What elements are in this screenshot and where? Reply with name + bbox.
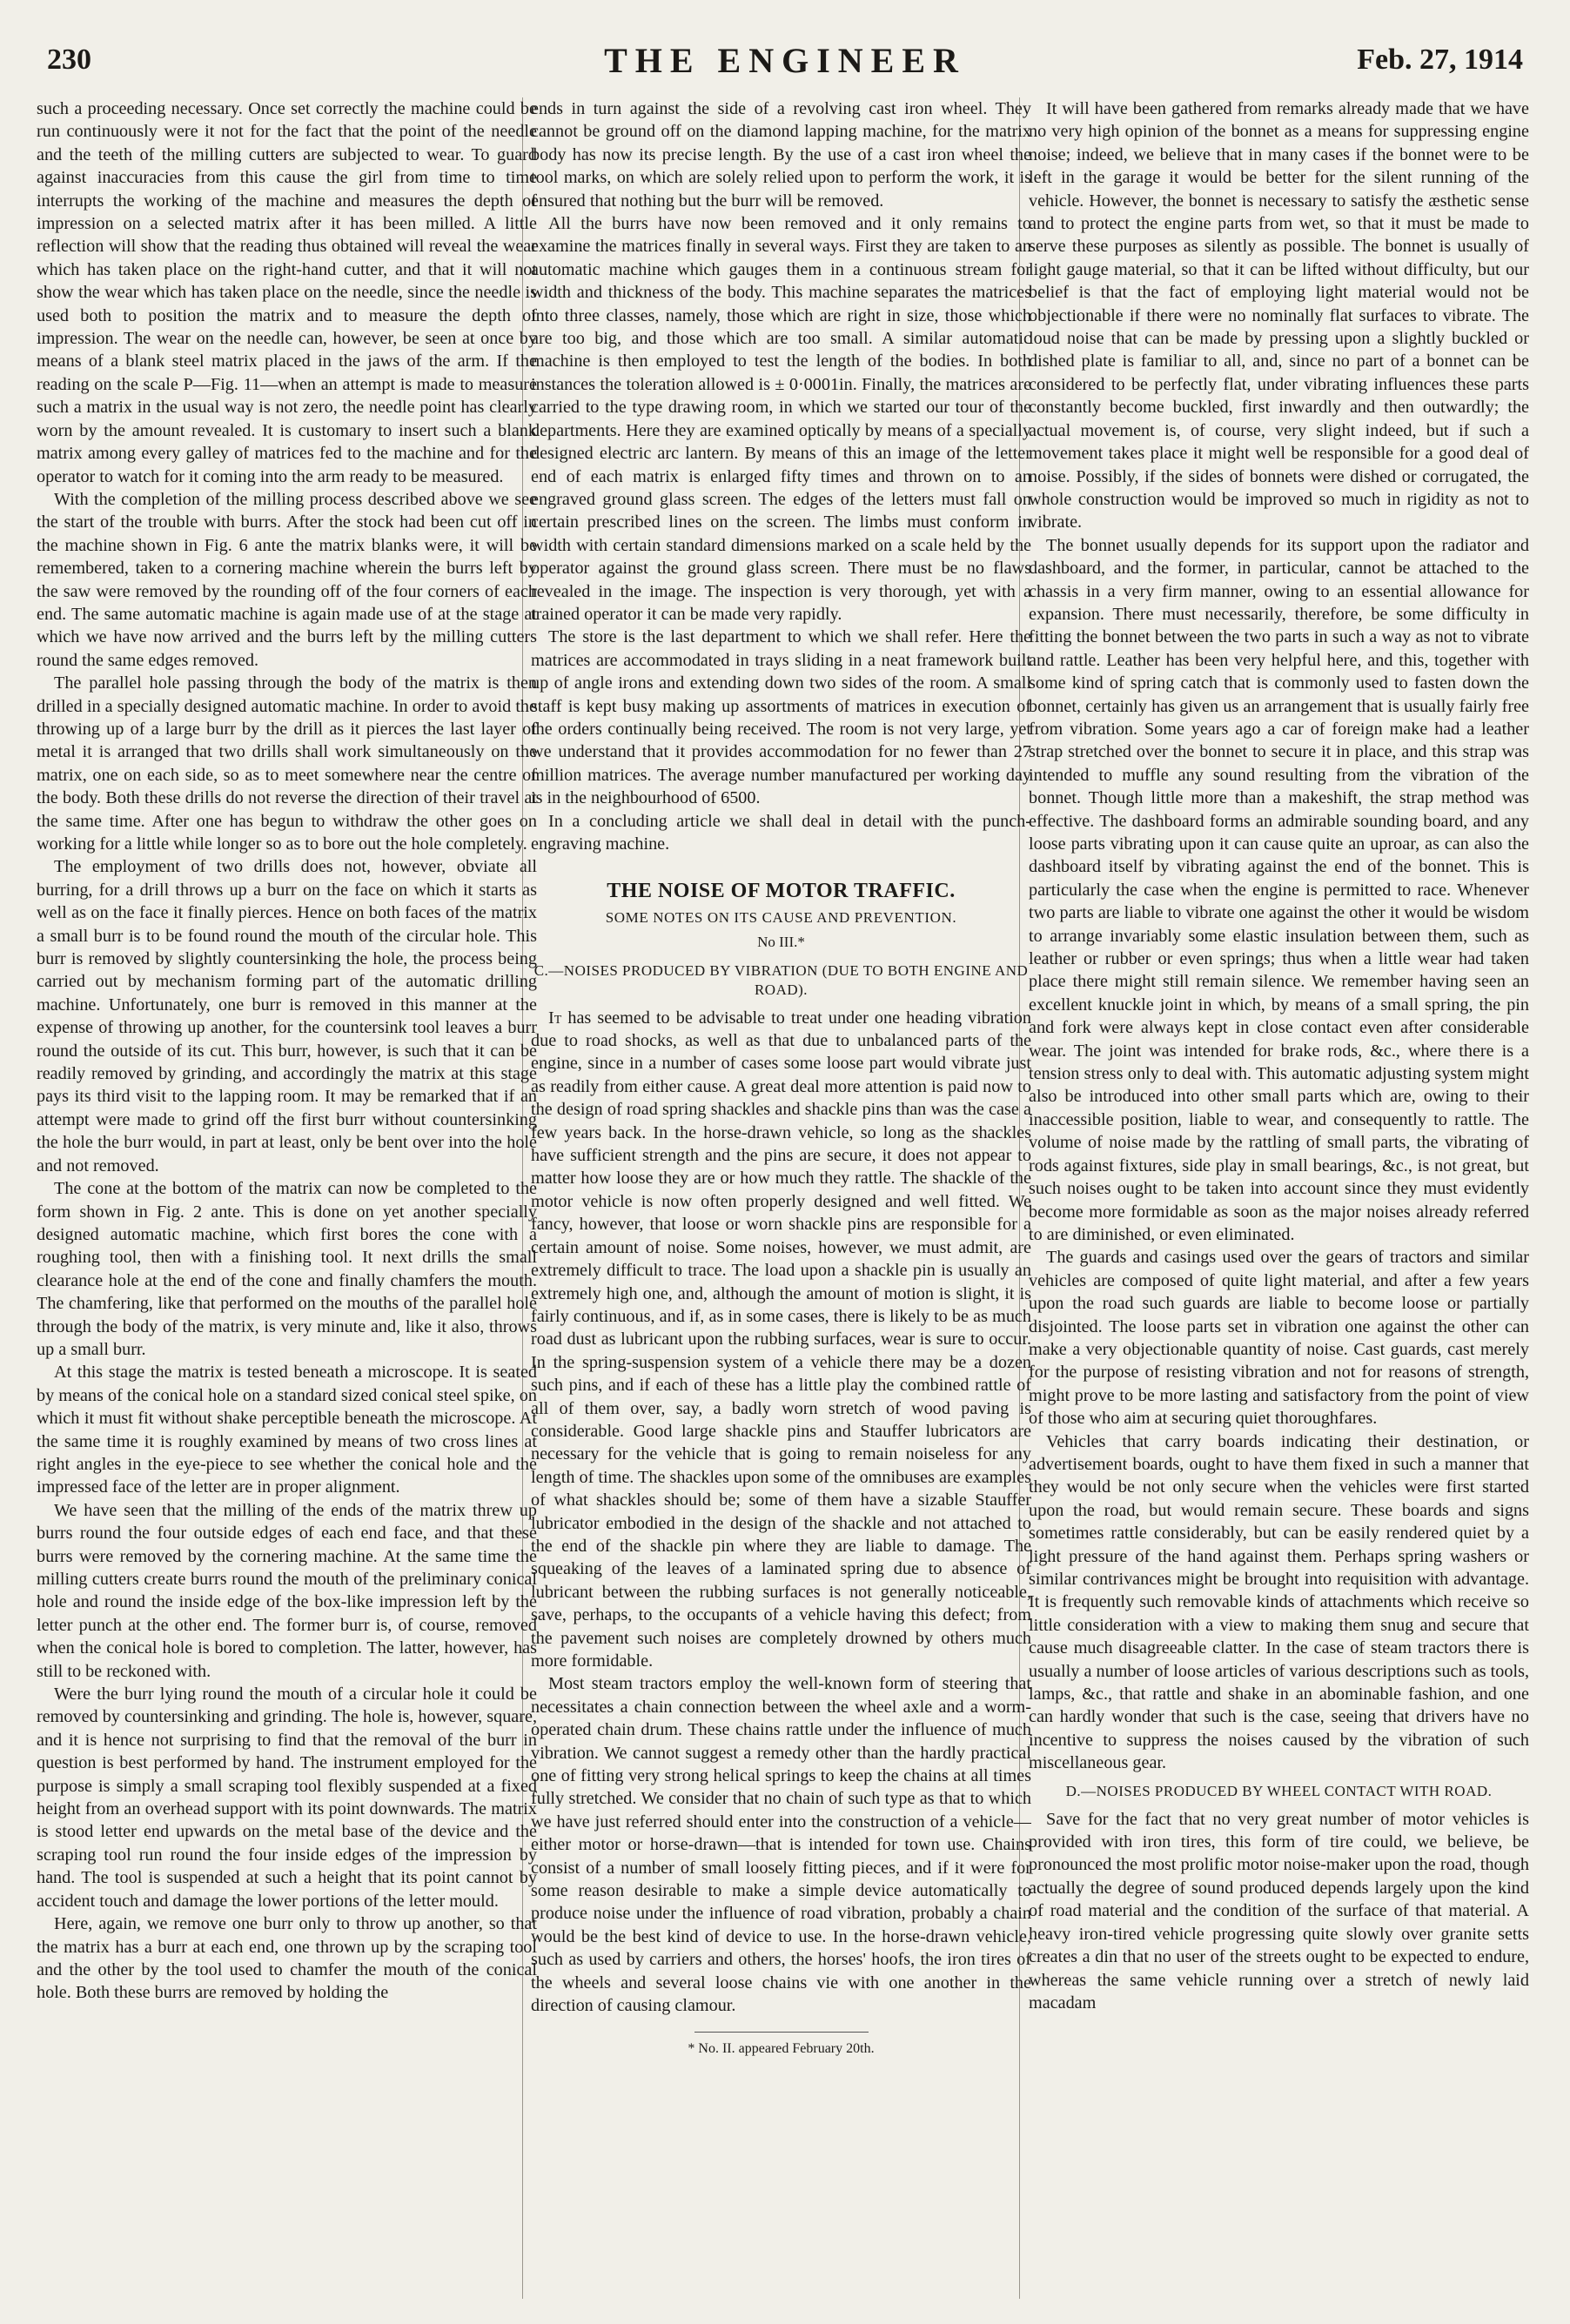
paragraph: It will have been gathered from remarks already made that we have no very high opinion of the bonnet as a means for suppressing engine noise; indeed, we believe that in many cases if the bonnet were to be left in the garage it would be better for the silent running of the vehicle. However, the bonnet is necessary to satisfy the æsthetic sense and to protect the engine parts from wet, so that it must be made to serve these purposes as silently as possible. The bonnet is usually of light gauge material, so that it can be lifted without difficulty, but our belief is that the fact of employing light material would not be objectionable if there were no nominally flat surfaces to vibrate. The loud noise that can be made by pressing upon a slightly buckled or dished plate is familiar to all, and, since no part of a bonnet can be considered to be perfectly flat, under vibrating influences these parts constantly become buckled, first inwardly and then outwardly; the actual movement is, of course, very slight indeed, but if such a movement takes place it might well be responsible for a good deal of noise. Possibly, if the sides of bonnets were dished or corrugated, the whole construction would be improved so much in rigidity as not to vibrate. <box>1029 99 1529 532</box>
column-1 <box>37 97 537 2307</box>
paragraph: At this stage the matrix is tested beneath a microscope. It is seated by means of the conical hole on a standard sized conical steel spike, on which it must fit without shake perceptible beneath the microscope. At the same time it is roughly examined by means of two cross lines at right angles in the eye-piece to see whether the conical hole and the impressed face of the letter are in proper alignment. <box>37 1363 537 1497</box>
article-title: THE NOISE OF MOTOR TRAFFIC. <box>607 880 956 903</box>
column-2 <box>531 97 1031 2307</box>
column-3 <box>1029 97 1529 2307</box>
page-number: 230 <box>47 44 91 76</box>
paragraph <box>531 1007 1031 1673</box>
paragraph: The bonnet usually depends for its support upon the radiator and dashboard, and the former, in particular, cannot be attached to the chassis in a very firm manner, owing to an essential allowance for expansion. There must necessarily, therefore, be some difficulty in fitting the bonnet between the two parts in such a way as not to vibrate and rattle. Leather has been very helpful here, and this, together with some kind of spring catch that is commonly used to fasten down the bonnet, certainly has given us an arrangement that is usually fairly free from vibration. Some years ago a car of foreign make had a leather strap stretched over the bonnet to secure it in place, and this strap was intended to muffle any sound resulting from the vibration of the bonnet. Though little more than a makeshift, the strap method was effective. The dashboard forms an admirable sounding board, and any loose parts vibrating upon it can cause quite an uproar, as can also the dashboard itself by vibrating against the end of the bonnet. This is particularly the case when the engine is permitted to race. Whenever two parts are liable to vibrate one against the other it would be wisdom to arrange invariably some elastic insulation between them, such as leather or rubber or even springs; thus when a little wear had taken place there might still remain silence. We remember having seen an excellent knuckle joint in which, by means of a small spring, the pin and fork were always kept in close contact even after considerable wear. The joint was intended for brake rods, &c., where there is a tension stress only to deal with. This automatic adjusting system might also be introduced into other small parts which are, owing to their inaccessible position, liable to wear, and consequently to rattle. The volume of noise made by the rattling of small parts, the vibrating of rods against fixtures, side play in small bearings, &c., is not great, but such noises ought to be taken into account since they must evidently become more formidable as soon as the major noises already referred to are diminished, or even eliminated. <box>1029 535 1529 1244</box>
paragraph: The cone at the bottom of the matrix can now be completed to the form shown in Fig. 2 ante. This is done on yet another specially designed automatic machine, which first bores the cone with a roughing tool, then with a finishing tool. It next drills the small clearance hole at the end of the cone and finally chamfers the mouth. The chamfering, like that performed on the mouths of the parallel hole through the body of the matrix, is very minute and, like it also, throws up a small burr. <box>37 1179 537 1359</box>
paragraph: The guards and casings used over the gears of tractors and similar vehicles are composed of quite light material, and after a few years upon the road such guards are liable to become loose or partially disjointed. The loose parts set in vibration one against the other can make a very objectionable quantity of noise. Cast guards, cast merely for the purpose of resisting vibration and not for reasons of strength, might prove to be more lasting and satisfactory from the point of view of those who aim at securing quiet thoroughfares. <box>1029 1248 1529 1429</box>
section-heading: D.—NOISES PRODUCED BY WHEEL CONTACT WITH ROAD. <box>1065 1782 1493 1799</box>
paragraph: We have seen that the milling of the ends of the matrix threw up burrs round the four outside edges of each end face, and that these burrs were removed by the cornering machine. At the same time the milling cutters create burrs round the mouth of the preliminary conical hole and round the inside edge of the box-like impression left by the letter punch at the other end. The former burr is, of course, removed when the conical hole is bored to completion. The latter, however, has still to be reckoned with. <box>37 1500 537 1681</box>
paragraph: Were the burr lying round the mouth of a circular hole it could be removed by countersinking and grinding. The hole is, however, square, and it is hence not surprising to find that the removal of the burr in question is best performed by hand. The instrument employed for the purpose is simply a small scraping tool flexibly suspended at a fixed height from an overhead support with its point downwards. The matrix is stood letter end upwards on the metal base of the device and the scraping tool run round the four inside edges of the impression by hand. The tool is suspended at such a height that its point cannot by accident touch and damage the lower portions of the letter mould. <box>37 1684 537 1911</box>
footnote-rule <box>694 2032 869 2033</box>
paragraph: All the burrs have now been removed and it only remains to examine the matrices finally in several ways. First they are taken to an automatic machine which gauges them in a continuous stream for width and thickness of the body. This machine separates the matrices into three classes, namely, those which are right in size, those which are too big, and those which are too small. A similar automatic machine is then employed to test the length of the bodies. In both instances the toleration allowed is ± 0·0001in. Finally, the matrices are carried to the type drawing room, in which we started our tour of the departments. Here they are examined optically by means of a specially designed electric arc lantern. By means of this an image of the letter end of each matrix is enlarged fifty times and thrown on to an engraved ground glass screen. The edges of the letters must fall on certain prescribed lines on the screen. The limbs must conform in width with certain standard dimensions marked on a scale held by the operator against the ground glass screen. There must be no flaws revealed in the image. The inspection is very thorough, yet with a trained operator it can be made very rapidly. <box>531 214 1031 624</box>
footnote: * No. II. appeared February 20th. <box>688 2040 875 2056</box>
article-number: No III.* <box>757 934 805 951</box>
paragraph: Most steam tractors employ the well-known form of steering that necessitates a chain connection between the wheel axle and a worm-operated chain drum. These chains rattle under the influence of much vibration. We cannot suggest a remedy other than the hardly practical one of fitting very strong helical springs to keep the chains at all times fully stretched. We consider that no chain of such type as that to which we have just referred should enter into the construction of a vehicle—either motor or horse-drawn—that is intended for town use. Chains consist of a number of small loosely fitting pieces, and if it were for some reason desirable to make a simple device automatically to produce noise under the influence of road vibration, probably a chain would be the best kind of device to use. In the horse-drawn vehicle, such as used by carriers and others, the horses' hoofs, the iron tires of the wheels and several loose chains vie with one another in the direction of causing clamour. <box>531 1674 1031 2016</box>
article-subtitle: SOME NOTES ON ITS CAUSE AND PREVENTION. <box>605 908 957 926</box>
issue-date: Feb. 27, 1914 <box>1357 44 1523 76</box>
paragraph: In a concluding article we shall deal in detail with the punch-engraving machine. <box>531 811 1031 854</box>
paragraph-text: has seemed to be advisable to treat under one heading vibration due to road shocks, as well as that due to unbalanced parts of the engine, since in a number of cases some loose part would vibrate just as readily from either cause. A great deal more attention is paid now to the design of road spring shackles and shackle pins than was the case a few years back. In the horse-drawn vehicle, so long as the shackles have sufficient strength and the pins are secure, it does not appear to matter how loose they are or how much they rattle. The shackle of the motor vehicle is now often properly designed and well fitted. We fancy, however, that loose or worn shackle pins are responsible for a certain amount of noise. Some noises, however, we must admit, are extremely difficult to trace. The load upon a shackle pin is usually an extremely high one, and, although the amount of motion is slight, it is fairly continuous, and if, as in some cases, there is likely to be as much road dust as lubricant upon the rubbing surfaces, wear is sure to occur. In the spring-suspension system of a vehicle there may be a dozen such pins, and if each of these has a little play the combined rattle of all of them over, say, a badly worn stretch of wood paving is considerable. Good large shackle pins and Stauffer lubricators are necessary for the vehicle that is going to remain noiseless for any length of time. The shackles upon some of the omnibuses are examples of what shackles should be; some of them have a sizable Stauffer lubricator embodied in the design of the shackle and not attached to the end of the shackle pin where they are liable to damage. The squeaking of the leaves of a laminated spring due to absence of lubricant between the rubbing surfaces is not generally noticeable, save, perhaps, to the occupants of a vehicle having this defect; from the pavement such noises are completely drowned by others much more formidable. <box>531 1008 1031 1671</box>
paragraph: ends in turn against the side of a revolving cast iron wheel. They cannot be ground off on the diamond lapping machine, for the matrix body has now its precise length. By the use of a cast iron wheel the tool marks, on which are solely relied upon to perform the work, it is ensured that nothing but the burr will be removed. <box>531 99 1031 211</box>
opening-word: It <box>548 1008 562 1028</box>
paragraph: With the completion of the milling process described above we see the start of the trouble with burrs. After the stock had been cut off in the machine shown in Fig. 6 ante the matrix blanks were, it will be remembered, taken to a cornering machine wherein the burrs left by the saw were removed by the rounding off of the four corners of each end. The same automatic machine is again made use of at the stage at which we have now arrived and the burrs left by the milling cutters round the same edges removed. <box>37 489 537 670</box>
paragraph: Vehicles that carry boards indicating their destination, or advertisement boards, ought to have them fixed in such a manner that they would be not only secure when the vehicles were first started upon the road, but would remain secure. These boards and signs sometimes rattle considerably, but can be easily rendered quiet by a light pressure of the hand against them. Perhaps spring washers or similar contrivances might be brought into requisition with advantage. It is frequently such removable kinds of attachments which receive so little consideration with a view to making them snug and secure that cause much disagreeable clatter. In the case of steam tractors there is usually a number of loose articles of various descriptions such as tools, lamps, &c., that rattle and shake in an abominable fashion, and one can hardly wonder that such is the case, seeing that drivers have no incentive to suppress the noises caused by the vibration of such miscellaneous gear. <box>1029 1431 1529 1773</box>
paragraph: The parallel hole passing through the body of the matrix is then drilled in a specially designed automatic machine. In order to avoid the throwing up of a large burr by the drill as it pierces the last layer of metal it is arranged that two drills shall work simultaneously on the matrix, one on each side, so as to meet somewhere near the centre of the body. Both these drills do not reverse the direction of their travel at the same time. After one has begun to withdraw the other goes on working for a little while longer so as to bore out the hole completely. <box>37 673 537 854</box>
paragraph: such a proceeding necessary. Once set correctly the machine could be run continuously were it not for the fact that the point of the needle and the teeth of the milling cutters are subjected to wear. To guard against inaccuracies from this cause the girl from time to time interrupts the working of the machine and measures the depth of impression on a selected matrix after it has been milled. A little reflection will show that the reading thus obtained will reveal the wear which has taken place on the right-hand cutter, and that it will not show the wear which has taken place on the needle, since the needle is used both to position the matrix and to measure the depth of impression. The wear on the needle can, however, be seen at once by means of a blank steel matrix placed in the jaws of the arm. If the reading on the scale P—Fig. 11—when an attempt is made to measure such a matrix in the usual way is not zero, the needle point has clearly worn by the amount revealed. It is customary to insert such a blank matrix among every galley of matrices fed to the machine and for the operator to watch for it coming into the arm ready to be measured. <box>37 99 537 486</box>
paragraph: Save for the fact that no very great number of motor vehicles is provided with iron tires, this form of tire could, we believe, be pronounced the most prolific motor noise-maker upon the road, though actually the degree of sound produced depends largely upon the kind of road material and the condition of the surface of that material. A heavy iron-tired vehicle progressing quite slowly over granite setts creates a din that no user of the streets ought to be expected to endure, whereas the same vehicle running over a stretch of newly laid macadam <box>1029 1809 1529 2013</box>
paragraph: Here, again, we remove one burr only to throw up another, so that the matrix has a burr at each end, one thrown up by the scraping tool and the other by the tool used to chamfer the mouth of the conical hole. Both these burrs are removed by holding the <box>37 1914 537 2003</box>
page-header <box>35 37 1535 89</box>
section-heading: C.—NOISES PRODUCED BY VIBRATION (DUE TO BOTH ENGINE AND ROAD). <box>533 961 1029 998</box>
paragraph: The store is the last department to which we shall refer. Here the matrices are accommodated in trays sliding in a neat framework built up of angle irons and extending down two sides of the room. A small staff is kept busy making up assortments of matrices in execution of the orders continually being received. The room is not very large, yet we understand that it provides accommodation for no fewer than 27 million matrices. The average number manufactured per working day is in the neighbourhood of 6500. <box>531 627 1031 808</box>
paragraph: The employment of two drills does not, however, obviate all burring, for a drill throws up a burr on the face on which it starts as well as on the face it finally pierces. Hence on both faces of the matrix a small burr is to be found round the mouth of the circular hole. This burr is removed by slightly countersinking the hole, the process being carried out by mechanism forming part of the automatic drilling machine. Unfortunately, one burr is removed in this manner at the expense of throwing up another, for the countersink tool leaves a burr round the outside of its cut. This burr, however, is such that it can be readily removed by grinding, and accordingly the matrix at this stage pays its third visit to the lapping room. It may be remarked that if an attempt were made to grind off the first burr without countersinking the hole the burr would, in part at least, only be bent over into the hole and not removed. <box>37 857 537 1175</box>
journal-title: THE ENGINEER <box>604 41 966 80</box>
